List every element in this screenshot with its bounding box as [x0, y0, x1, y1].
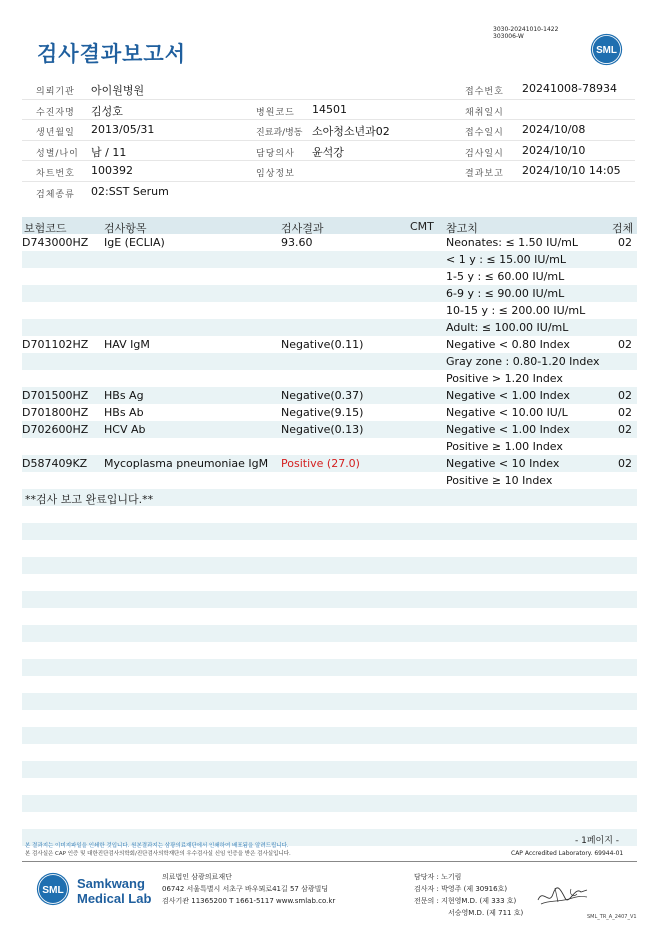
info-row-4: [22, 141, 635, 162]
value-hospital-code: 14501: [312, 102, 347, 116]
value-specimen: 02:SST Serum: [91, 184, 169, 198]
org-contact: 검사기관 11365200 T 1661-5117 www.smlab.co.kr: [162, 897, 336, 905]
cell-ref: Negative < 10 Index: [446, 457, 560, 470]
empty-row: [22, 744, 637, 761]
cell-ref: Negative < 0.80 Index: [446, 338, 570, 351]
cell-item: IgE (ECLIA): [104, 236, 165, 249]
cell-ref: 6-9 y : ≤ 90.00 IU/mL: [446, 287, 565, 300]
label-receipt-date: 접수일시: [465, 128, 504, 138]
value-department: 소아청소년과02: [312, 125, 390, 138]
cell-ref: < 1 y : ≤ 15.00 IU/mL: [446, 253, 566, 266]
empty-row: [22, 574, 637, 591]
label-clinical: 임상정보: [256, 169, 295, 179]
empty-row: [22, 608, 637, 625]
cell-code: D701102HZ: [22, 338, 89, 351]
footer-staff-block: [414, 871, 523, 919]
value-doctor: 윤석강: [312, 145, 344, 159]
value-sex-age: 남 / 11: [91, 145, 127, 159]
cell-code: D701800HZ: [22, 406, 89, 419]
completion-row: [22, 489, 637, 506]
empty-row: [22, 540, 637, 557]
document-id-line1: 3030-20241010-1422: [493, 26, 559, 33]
cell-ref: Negative < 10.00 IU/L: [446, 406, 568, 419]
cell-result: Negative(0.13): [281, 423, 364, 436]
footer-notes: [25, 842, 291, 858]
label-sex-age: 성별/나이: [36, 148, 79, 159]
info-row-3: [22, 120, 635, 141]
value-patient: 김성호: [91, 104, 123, 118]
cell-ref: Gray zone : 0.80-1.20 Index: [446, 355, 600, 368]
cell-ref: Negative < 1.00 Index: [446, 389, 570, 402]
empty-row: [22, 506, 637, 523]
results-table: [22, 217, 637, 846]
empty-row: [22, 812, 637, 829]
org-address: 06742 서울특별시 서초구 바우뫼로41길 57 삼광빌딩: [162, 885, 329, 893]
cell-specimen: 02: [618, 389, 632, 402]
cell-ref: Positive > 1.20 Index: [446, 372, 563, 385]
samkwang-logo-icon: [36, 872, 70, 906]
empty-row: [22, 710, 637, 727]
sml-logo-icon: [590, 33, 623, 66]
brand-line-2: Medical Lab: [77, 891, 152, 906]
table-row: [22, 353, 637, 370]
cell-result: Negative(0.11): [281, 338, 364, 351]
header-cmt: CMT: [410, 220, 434, 233]
label-doctor: 담당의사: [256, 148, 295, 159]
empty-row: [22, 761, 637, 778]
cell-specimen: 02: [618, 406, 632, 419]
staff-tester: 검사자 : 박영주 (제 30916호): [414, 885, 508, 893]
cell-ref: 1-5 y : ≤ 60.00 IU/mL: [446, 270, 565, 283]
footer-brand: [77, 876, 151, 906]
staff-specialist-2: 서승영M.D. (제 711 호): [448, 909, 524, 917]
cell-ref: Positive ≥ 1.00 Index: [446, 440, 563, 453]
info-row-5: [22, 161, 635, 182]
table-header: [22, 217, 637, 234]
table-row: [22, 421, 637, 438]
footer-address-block: [162, 871, 335, 907]
table-row: [22, 285, 637, 302]
sml-logo-text: SML: [596, 45, 617, 57]
document-id: [493, 26, 558, 40]
cell-item: HBs Ag: [104, 389, 144, 402]
cell-specimen: 02: [618, 338, 632, 351]
label-birth: 생년월일: [36, 128, 75, 138]
empty-row: [22, 693, 637, 710]
page-number: - 1페이지 -: [575, 836, 620, 846]
completion-note: **검사 보고 완료입니다.**: [25, 493, 154, 506]
table-row: [22, 319, 637, 336]
signature-icon: [535, 880, 590, 910]
table-row: [22, 472, 637, 489]
cell-code: D702600HZ: [22, 423, 89, 436]
label-patient: 수진자명: [36, 107, 75, 118]
empty-row: [22, 778, 637, 795]
info-row-2: [22, 100, 635, 121]
cell-result: Positive (27.0): [281, 457, 360, 470]
empty-row: [22, 727, 637, 744]
table-body: [22, 234, 637, 846]
cell-ref: Adult: ≤ 100.00 IU/mL: [446, 321, 569, 334]
info-row-1: [22, 79, 635, 100]
empty-row: [22, 591, 637, 608]
cell-ref: 10-15 y : ≤ 200.00 IU/mL: [446, 304, 586, 317]
label-specimen: 검체종류: [36, 189, 75, 200]
label-institution: 의뢰기관: [36, 87, 75, 97]
table-row: [22, 251, 637, 268]
value-chart-no: 100392: [91, 164, 133, 177]
cell-item: HBs Ab: [104, 406, 144, 419]
cell-ref: Negative < 1.00 Index: [446, 423, 570, 436]
label-test-date: 검사일시: [465, 148, 504, 159]
table-row: [22, 438, 637, 455]
empty-row: [22, 795, 637, 812]
form-code: SML_TR_A_2407_V1: [587, 914, 637, 920]
empty-row: [22, 642, 637, 659]
header-specimen: 검체: [612, 222, 634, 235]
table-row: [22, 404, 637, 421]
empty-row: [22, 523, 637, 540]
footer-note-2: 본 검사실은 CAP 인증 및 대한진단검사의학회/진단검사의학재단의 우수검사실 신임 인증을 받은 검사실입니다.: [25, 851, 291, 857]
brand-line-1: Samkwang: [77, 876, 145, 891]
empty-row: [22, 557, 637, 574]
value-institution: 아이원병원: [91, 84, 145, 97]
cell-specimen: 02: [618, 236, 632, 249]
footer-note-1: 본 결과지는 이미지파일을 인쇄한 것입니다. 원본결과지는 삼광의료재단에서 인쇄하여 배포됨을 알려드립니다.: [25, 843, 289, 849]
cell-result: Negative(9.15): [281, 406, 364, 419]
table-row: [22, 268, 637, 285]
table-row: [22, 387, 637, 404]
table-row: [22, 302, 637, 319]
cell-item: HAV IgM: [104, 338, 150, 351]
samkwang-logo-text: SML: [42, 884, 64, 896]
cell-result: 93.60: [281, 236, 313, 249]
cell-code: D587409KZ: [22, 457, 88, 470]
cell-code: D743000HZ: [22, 236, 89, 249]
report-title: 검사결과보고서: [37, 42, 187, 66]
cell-specimen: 02: [618, 457, 632, 470]
table-row: [22, 234, 637, 251]
label-collection-date: 채취일시: [465, 107, 504, 118]
table-row: [22, 370, 637, 387]
header-result: 검사결과: [281, 222, 324, 235]
value-receipt-no: 20241008-78934: [522, 82, 617, 95]
cell-ref: Neonates: ≤ 1.50 IU/mL: [446, 236, 578, 249]
header-item: 검사항목: [104, 222, 147, 235]
value-test-date: 2024/10/10: [522, 143, 586, 157]
value-receipt-date: 2024/10/08: [522, 123, 586, 136]
label-receipt-no: 접수번호: [465, 87, 504, 97]
cap-accreditation: CAP Accredited Laboratory. 69944-01: [511, 850, 624, 857]
cell-item: Mycoplasma pneumoniae IgM: [104, 457, 269, 470]
org-name: 의료법인 삼광의료재단: [162, 873, 232, 881]
document-id-line2: 303006-W: [493, 33, 524, 40]
empty-row: [22, 659, 637, 676]
header-code: 보험코드: [24, 222, 67, 235]
cell-code: D701500HZ: [22, 389, 89, 402]
staff-specialist-1: 전문의 : 지현영M.D. (제 333 호): [414, 897, 517, 905]
cell-result: Negative(0.37): [281, 389, 364, 402]
table-row: [22, 455, 637, 472]
empty-row: [22, 625, 637, 642]
label-report-date: 결과보고: [465, 169, 504, 179]
empty-row: [22, 676, 637, 693]
value-report-date: 2024/10/10 14:05: [522, 164, 621, 177]
cell-specimen: 02: [618, 423, 632, 436]
patient-info-section: [22, 79, 635, 202]
value-birth: 2013/05/31: [91, 123, 155, 136]
cell-item: HCV Ab: [104, 423, 146, 436]
header-ref: 참고치: [446, 222, 478, 235]
footer-divider: [22, 861, 637, 862]
staff-contact: 담당자 : 노기림: [414, 873, 462, 881]
table-row: [22, 336, 637, 353]
label-department: 진료과/병동: [256, 128, 303, 138]
label-hospital-code: 병원코드: [256, 107, 295, 118]
label-chart-no: 차트번호: [36, 169, 75, 179]
info-row-6: [22, 182, 635, 203]
cell-ref: Positive ≥ 10 Index: [446, 474, 553, 487]
